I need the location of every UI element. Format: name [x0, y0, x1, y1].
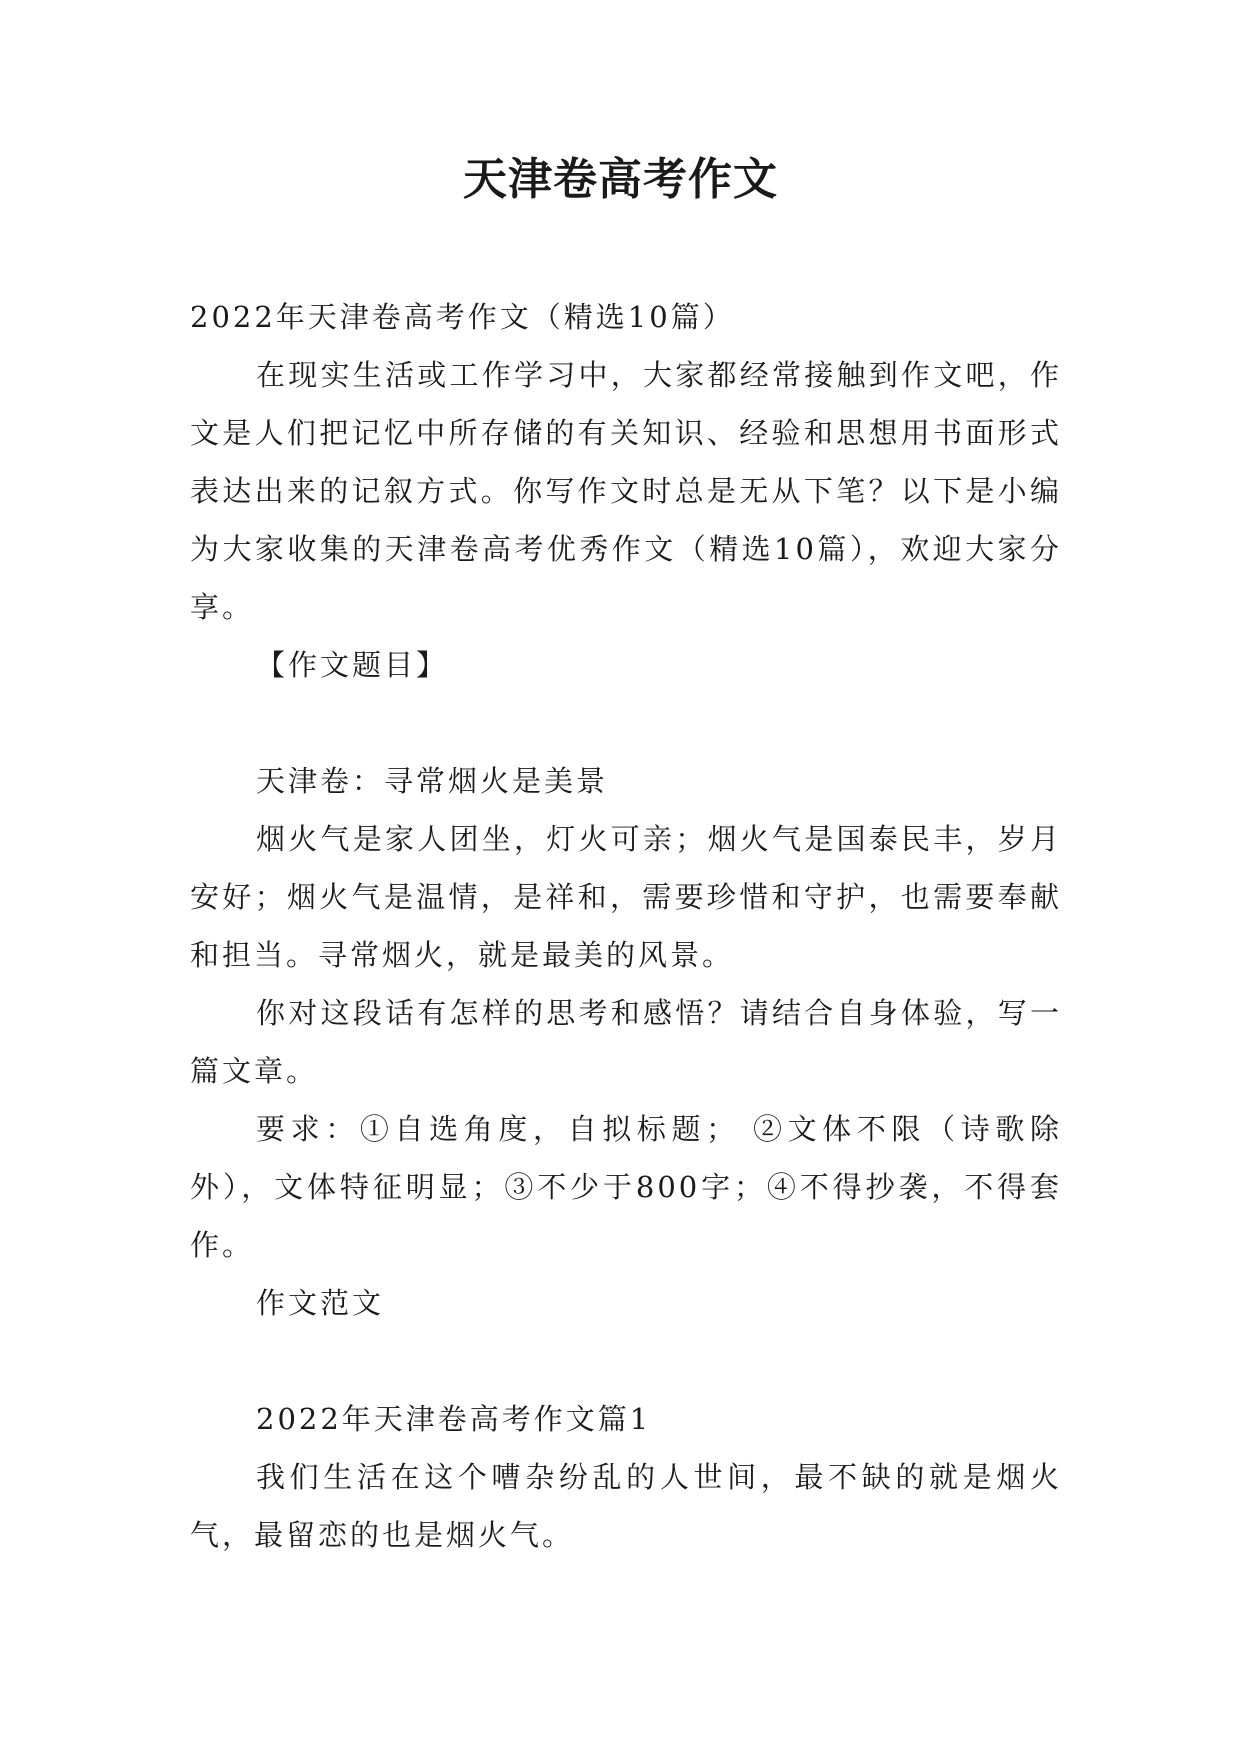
spacer: [190, 694, 1062, 752]
requirements-paragraph: 要求：①自选角度，自拟标题； ②文体不限（诗歌除外），文体特征明显；③不少于800字；④不得抄袭，不得套作。: [190, 1112, 1062, 1262]
section-heading-topic: 【作文题目】: [256, 648, 449, 682]
section-heading-sample: 作文范文: [256, 1286, 385, 1320]
topic-label: 天津卷：寻常烟火是美景: [256, 764, 609, 798]
essay-paragraph: 我们生活在这个嘈杂纷乱的人世间，最不缺的就是烟火气，最留恋的也是烟火气。: [190, 1460, 1062, 1552]
topic-paragraph: 烟火气是家人团坐，灯火可亲；烟火气是国泰民丰，岁月安好；烟火气是温情，是祥和，需要珍惜和守护，也需要奉献和担当。寻常烟火，就是最美的风景。: [190, 822, 1062, 972]
document-body: [190, 288, 1062, 1564]
intro-paragraph: 在现实生活或工作学习中，大家都经常接触到作文吧，作文是人们把记忆中所存储的有关知识、经验和思想用书面形式表达出来的记叙方式。你写作文时总是无从下笔？以下是小编为大家收集的天津卷高考优秀作文（精选10篇），欢迎大家分享。: [190, 358, 1062, 624]
essay-title: 2022年天津卷高考作文篇1: [256, 1402, 652, 1436]
document-title: 天津卷高考作文: [463, 154, 778, 205]
document-subtitle: 2022年天津卷高考作文（精选10篇）: [190, 300, 735, 334]
spacer: [190, 1332, 1062, 1390]
question-paragraph: 你对这段话有怎样的思考和感悟？请结合自身体验，写一篇文章。: [190, 996, 1062, 1088]
